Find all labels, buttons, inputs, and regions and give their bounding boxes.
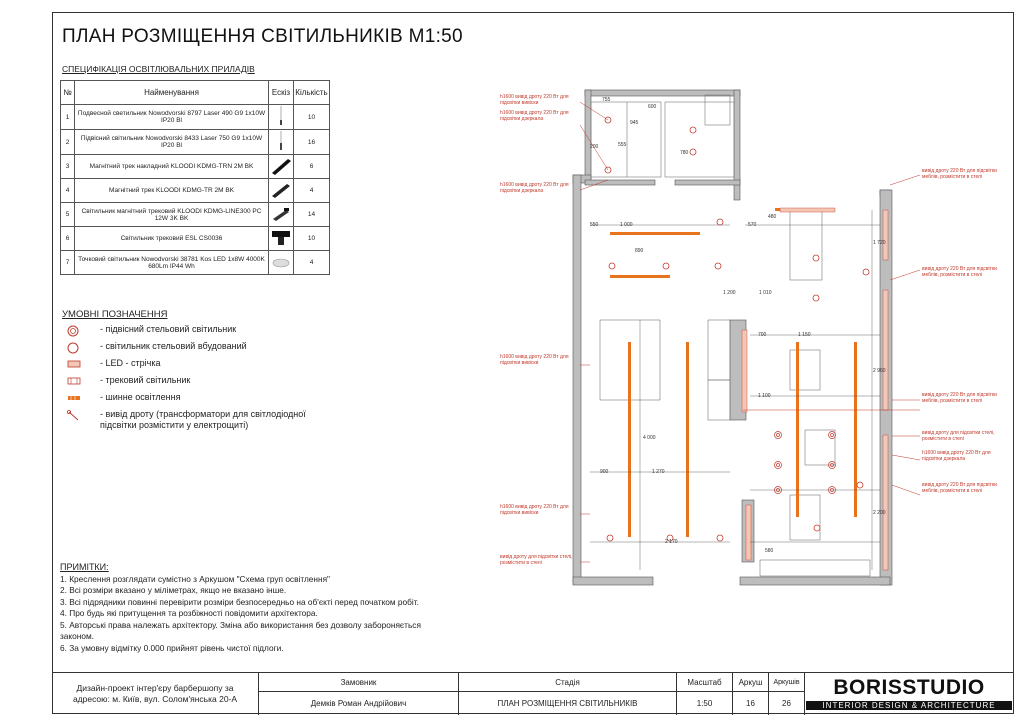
sheet-value: 16 xyxy=(732,691,768,715)
track-light-sketch-icon xyxy=(269,203,294,227)
sheet-title: ПЛАН РОЗМІЩЕННЯ СВІТИЛЬНИКІВ М1:50 xyxy=(62,26,463,47)
spec-row xyxy=(61,155,330,179)
plan-note-ceiling-wire: вивід дроту для підсвітки стелі, розмістити в стелі xyxy=(500,554,573,566)
plan-dim: 555 xyxy=(618,142,627,148)
spec-qty: 6 xyxy=(294,155,330,179)
legend-item xyxy=(66,341,340,358)
track-light-icon xyxy=(66,375,100,389)
sheets-value: 26 xyxy=(768,691,804,715)
plan-note-sign-wire: h1600 вивід дроту 220 Вт для підсвітки вивіски xyxy=(500,354,569,366)
plan-dim: 755 xyxy=(602,97,611,103)
spec-qty: 4 xyxy=(294,251,330,275)
spec-row xyxy=(61,203,330,227)
spec-table xyxy=(60,80,330,275)
notes-title: ПРИМІТКИ: xyxy=(60,562,109,572)
spec-row xyxy=(61,179,330,203)
spec-row xyxy=(61,105,330,130)
plan-dim: 900 xyxy=(600,469,609,475)
spec-row xyxy=(61,227,330,251)
legend-label: - підвісний стельовий світильник xyxy=(100,324,237,334)
plan-note-sign-wire: h1600 вивід дроту 220 Вт для підсвітки вивіски xyxy=(500,94,569,106)
legend-label: - світильник стельовий вбудований xyxy=(100,341,247,351)
plan-note-furniture-wire: вивід дроту 220 Вт для підсвітки меблів, розмістити в стелі xyxy=(922,266,997,278)
plan-note-furniture-wire: вивід дроту 220 Вт для підсвітки меблів, розмістити в стелі xyxy=(922,392,997,404)
spec-name: Світильник магнітний трековий KLOODI KDMG-LINE300 PC 12W 3K BK xyxy=(75,203,269,227)
spec-num: 3 xyxy=(61,155,75,179)
plan-dim: 780 xyxy=(680,150,689,156)
legend-title: УМОВНІ ПОЗНАЧЕННЯ xyxy=(62,309,168,320)
plan-note-furniture-wire: вивід дроту 220 Вт для підсвітки меблів, розмістити в стелі xyxy=(922,482,997,494)
bus-lighting-icon xyxy=(66,392,100,406)
plan-dim: 480 xyxy=(768,214,777,220)
spec-name: Магнітний трек KLOODI KDMG-TR 2M BK xyxy=(75,179,269,203)
plan-note-furniture-wire: вивід дроту 220 Вт для підсвітки меблів, розмістити в стелі xyxy=(922,168,997,180)
spec-header-name: Найменування xyxy=(75,81,269,105)
stamp-divider xyxy=(258,691,804,692)
plan-dim: 1 720 xyxy=(873,240,886,246)
recessed-light-icon xyxy=(66,341,100,355)
note-item: 3. Всі підрядники повинні перевірити розміри безпосередньо на об'єкті перед початком робіт. xyxy=(60,596,419,607)
plan-dim: 2 960 xyxy=(873,368,886,374)
floor-plan xyxy=(480,80,1010,600)
track-sketch-icon xyxy=(269,179,294,203)
spec-qty: 16 xyxy=(294,130,330,155)
stamp-divider xyxy=(804,673,805,715)
scale-label: Масштаб xyxy=(676,673,732,691)
logo-name: BORISSTUDIO xyxy=(833,676,985,699)
note-item: 6. За умовну відмітку 0.000 прийнят рівень чистої підлоги. xyxy=(60,642,284,653)
legend-item xyxy=(66,324,340,341)
spec-name: Магнітний трек накладний KLOODI KDMG-TRN 2M BK xyxy=(75,155,269,179)
spec-num: 2 xyxy=(61,130,75,155)
spec-header-qty: Кількість xyxy=(294,81,330,105)
legend-label: - вивід дроту (трансформатори для світлодіодної підсвітки розмістити у електрощиті) xyxy=(100,409,306,430)
spec-title: СПЕЦИФІКАЦІЯ ОСВІТЛЮВАЛЬНИХ ПРИЛАДІВ xyxy=(62,64,255,74)
plan-note-ceiling-wire: вивід дроту для підсвітки стелі, розмістити в стелі xyxy=(922,430,995,442)
plan-dim: 2 170 xyxy=(665,539,678,545)
pendant-light-icon xyxy=(66,324,100,338)
pendant-sketch-icon xyxy=(269,105,294,130)
logo-tagline: INTERIOR DESIGN & ARCHITECTURE xyxy=(806,701,1012,710)
spec-num: 5 xyxy=(61,203,75,227)
spec-name: Світильник трековий ESL CS0036 xyxy=(75,227,269,251)
studio-logo xyxy=(806,676,1012,710)
plan-dim: 1 200 xyxy=(723,290,736,296)
spec-name: Точковий світильник Nowodvorski 38781 Kos LED 1x8W 4000K 680Lm IP44 Wh xyxy=(75,251,269,275)
plan-dim: 580 xyxy=(765,548,774,554)
downlight-sketch-icon xyxy=(269,251,294,275)
spec-header-sketch: Ескіз xyxy=(269,81,294,105)
plan-note-mirror-wire: h1600 вивід дроту 220 Вт для підсвітки дзеркала xyxy=(500,110,569,122)
spec-row xyxy=(61,251,330,275)
track-sketch-icon xyxy=(269,155,294,179)
plan-dim: 700 xyxy=(758,332,767,338)
legend-item xyxy=(66,375,340,392)
plan-dim: 4 000 xyxy=(643,435,656,441)
wire-outlet-icon xyxy=(66,409,100,423)
plan-dim: 570 xyxy=(748,222,757,228)
plan-dim: 945 xyxy=(630,120,639,126)
scale-value: 1:50 xyxy=(676,691,732,715)
spec-qty: 10 xyxy=(294,227,330,251)
plan-dim: 1 010 xyxy=(759,290,772,296)
spec-row xyxy=(61,130,330,155)
plan-dim: 1 270 xyxy=(652,469,665,475)
legend-item xyxy=(66,358,340,375)
spec-qty: 14 xyxy=(294,203,330,227)
legend-label: - LED - стрічка xyxy=(100,358,161,368)
plan-dim: 2 200 xyxy=(873,510,886,516)
note-item: 1. Креслення розглядати сумістно з Аркушом "Схема груп освітлення" xyxy=(60,573,331,584)
spec-name: Підвісний світильник Nowodvorski 8433 Laser 750 G9 1x10W IP20 Bl xyxy=(75,130,269,155)
spec-header-num: № xyxy=(61,81,75,105)
spot-sketch-icon xyxy=(269,227,294,251)
legend-item xyxy=(66,409,340,433)
spec-num: 6 xyxy=(61,227,75,251)
legend-label: - трековий світильник xyxy=(100,375,191,385)
note-item: 4. Про будь які притущення та розбіжності повідомити архітектора. xyxy=(60,608,318,618)
plan-note-sign-wire: h1600 вивід дроту 220 Вт для підсвітки вивіски xyxy=(500,504,569,516)
plan-dim: 1 150 xyxy=(798,332,811,338)
note-item: 2. Всі розміри вказано у міліметрах, якщо не вказано інше. xyxy=(60,585,287,595)
stage-value: ПЛАН РОЗМІЩЕННЯ СВІТИЛЬНИКІВ xyxy=(458,691,676,715)
project-description: Дизайн-проект інтер'єру барбершопу за адресою: м. Київ, вул. Солом'янська 20-А xyxy=(72,683,238,704)
legend-item xyxy=(66,392,340,409)
plan-dim: 890 xyxy=(635,248,644,254)
plan-dim: 600 xyxy=(648,104,657,110)
plan-dim: 550 xyxy=(590,222,599,228)
spec-num: 1 xyxy=(61,105,75,130)
led-strip-icon xyxy=(66,358,100,372)
note-item: 5. Авторські права належать архітектору. Зміна або використання без дозволу забороняється законом. xyxy=(60,619,421,641)
legend xyxy=(66,324,340,433)
plan-dim: 1 000 xyxy=(620,222,633,228)
plan-dim: 200 xyxy=(590,144,599,150)
legend-label: - шинне освітлення xyxy=(100,392,181,402)
spec-name: Подвесной светильник Nowodvorski 8797 Laser 490 G9 1x10W IP20 Bl xyxy=(75,105,269,130)
notes xyxy=(60,562,430,654)
plan-note-mirror-wire: h1600 вивід дроту 220 Вт для підсвітки дзеркала xyxy=(500,182,569,194)
floor-plan-drawing xyxy=(480,80,1010,600)
customer-label: Замовник xyxy=(258,673,458,691)
spec-num: 7 xyxy=(61,251,75,275)
plan-note-mirror-wire: h1600 вивід дроту 220 Вт для підсвітки дзеркала xyxy=(922,450,991,462)
pendant-sketch-icon xyxy=(269,130,294,155)
spec-num: 4 xyxy=(61,179,75,203)
spec-qty: 10 xyxy=(294,105,330,130)
customer-name: Демків Роман Андрійович xyxy=(258,691,458,715)
sheet-label: Аркуш xyxy=(732,673,768,691)
plan-dim: 1 100 xyxy=(758,393,771,399)
spec-qty: 4 xyxy=(294,179,330,203)
stage-label: Стадія xyxy=(458,673,676,691)
sheets-label: Аркушів xyxy=(768,673,804,691)
